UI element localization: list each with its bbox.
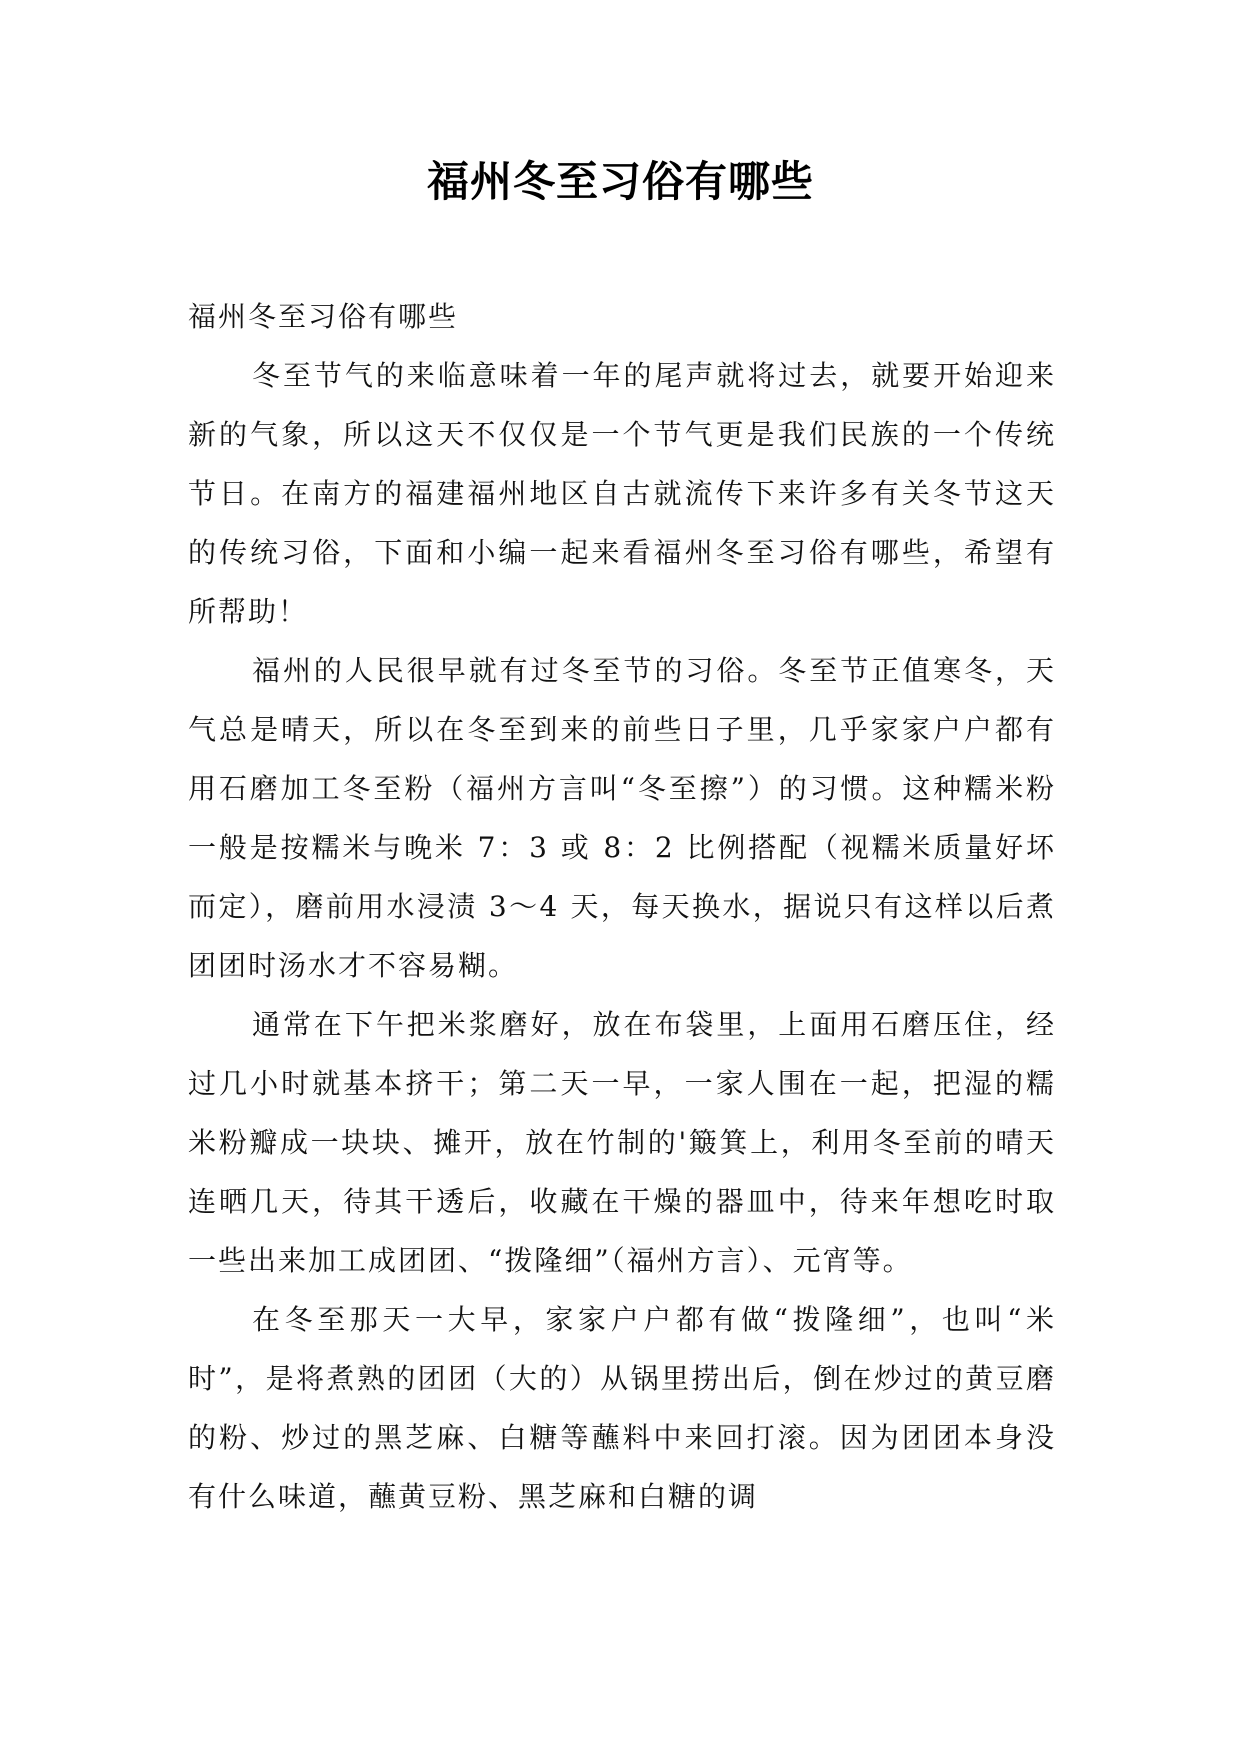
paragraph-custom: 在冬至那天一大早，家家户户都有做“拨隆细”，也叫“米时”，是将煮熟的团团（大的）从锅里捞出后，倒在炒过的黄豆磨的粉、炒过的黑芝麻、白糖等蘸料中来回打滚。因为团团本身没有什么味道，蘸黄豆粉、黑芝麻和白糖的调 <box>188 1303 1056 1513</box>
paragraph-preparation: 通常在下午把米浆磨好，放在布袋里，上面用石磨压住，经过几小时就基本挤干；第二天一早，一家人围在一起，把湿的糯米粉瓣成一块块、摊开，放在竹制的'簸箕上，利用冬至前的晴天连晒几天，待其干透后，收藏在干燥的器皿中，待来年想吃时取一些出来加工成团团、“拨隆细”（福州方言）、元宵等。 <box>188 1008 1056 1277</box>
paragraph-intro: 冬至节气的来临意味着一年的尾声就将过去，就要开始迎来新的气象，所以这天不仅仅是一个节气更是我们民族的一个传统节日。在南方的福建福州地区自古就流传下来许多有关冬节这天的传统习俗，下面和小编一起来看福州冬至习俗有哪些，希望有所帮助！ <box>188 359 1056 628</box>
paragraph-history: 福州的人民很早就有过冬至节的习俗。冬至节正值寒冬，天气总是晴天，所以在冬至到来的前些日子里，几乎家家户户都有用石磨加工冬至粉（福州方言叫“冬至擦”）的习惯。这种糯米粉一般是按糯米与晚米 7：3 或 8：2 比例搭配（视糯米质量好坏而定），磨前用水浸渍 3～4 天，每天换水，据说只有这样以后煮团团时汤水才不容易糊。 <box>188 654 1056 982</box>
document-body <box>188 287 1056 1526</box>
document-subtitle: 福州冬至习俗有哪些 <box>188 300 459 333</box>
document-title: 福州冬至习俗有哪些 <box>426 157 814 206</box>
